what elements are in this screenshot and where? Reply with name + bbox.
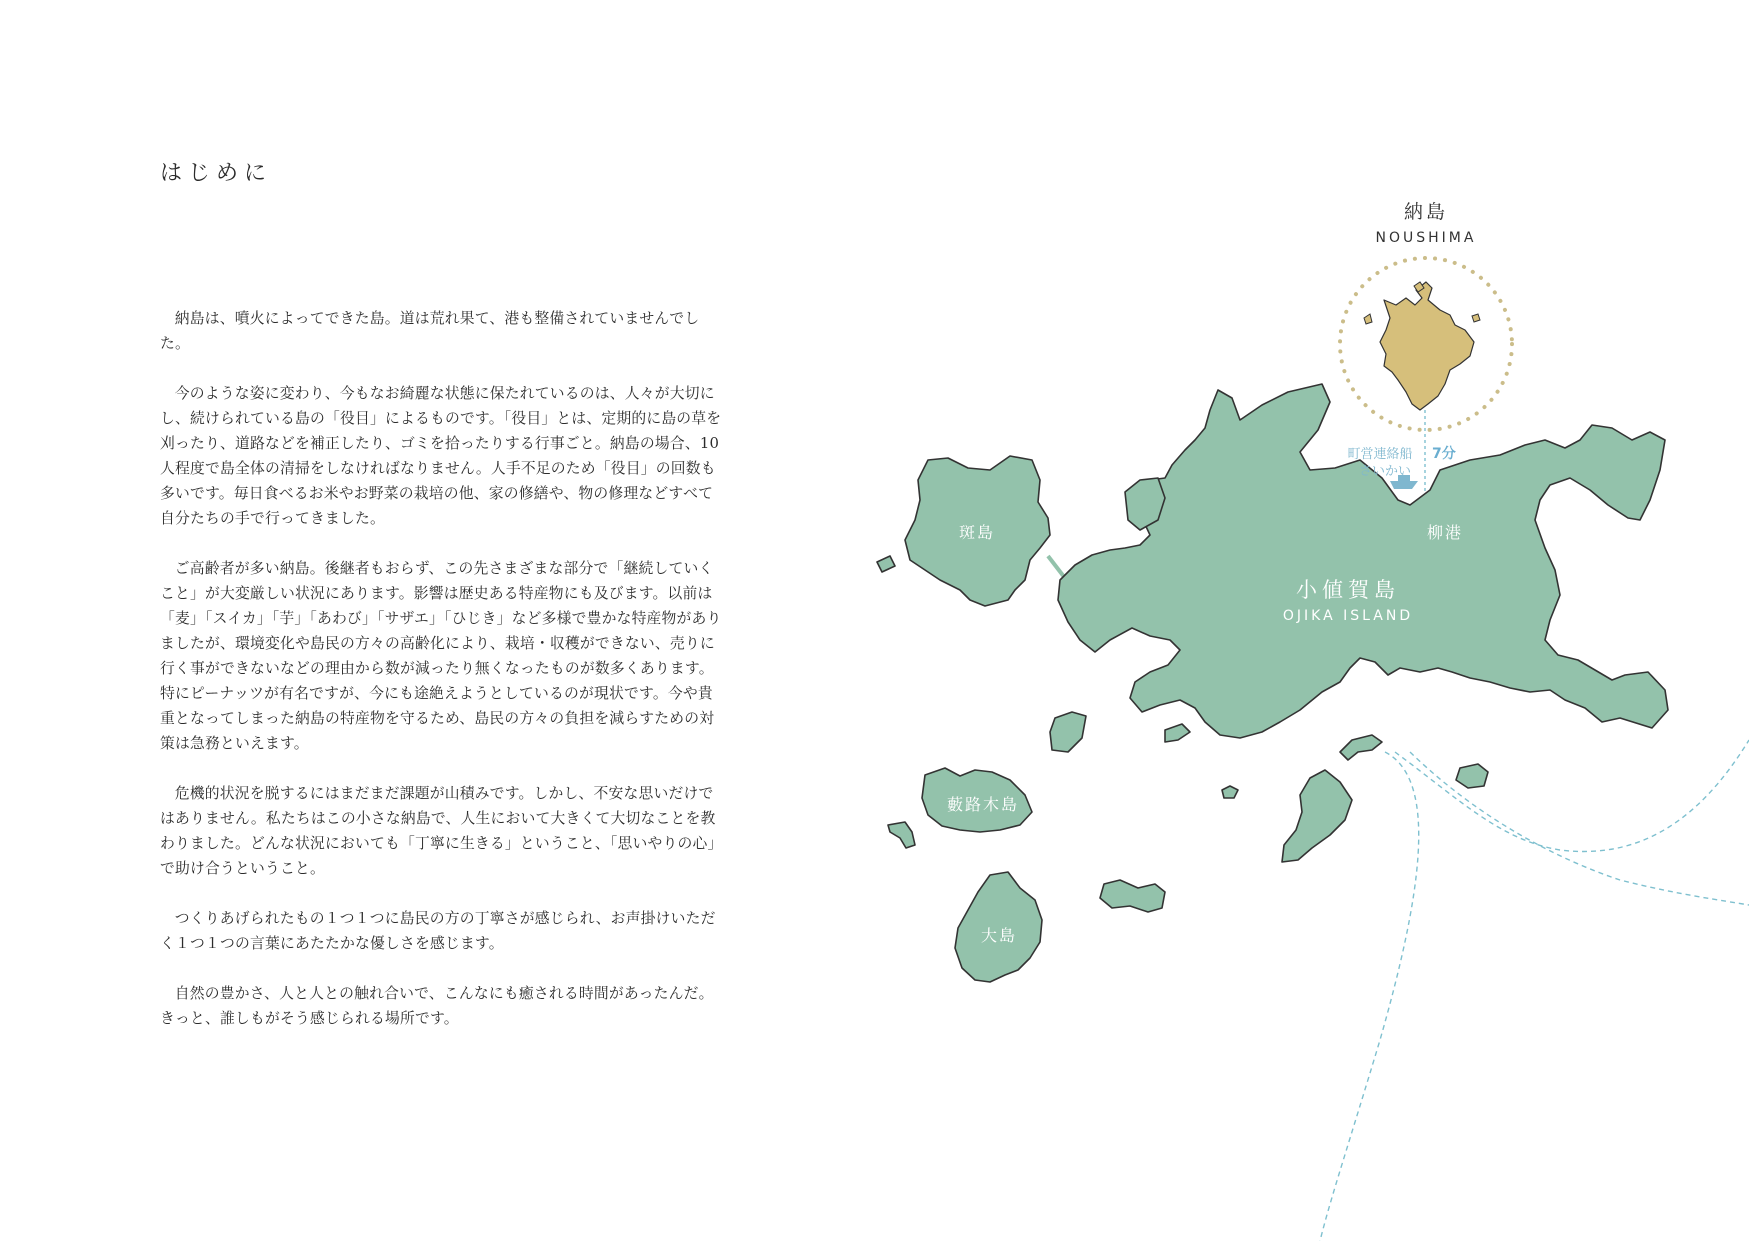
yabujiki-label: 藪路木島 <box>946 795 1020 814</box>
islet-d-shape <box>1100 880 1165 912</box>
page-heading: はじめに <box>160 161 273 186</box>
ojika-label: 小値賀島 <box>1296 578 1400 602</box>
port-label: 柳港 <box>1426 523 1464 542</box>
ojika-island-shape <box>1058 384 1668 738</box>
sea-route-east <box>1395 740 1749 852</box>
ojika-label-en: OJIKA ISLAND <box>1282 608 1414 624</box>
islet-f-shape <box>1456 764 1488 788</box>
noushima-islet-shape <box>1364 314 1372 324</box>
ferry-line-label: 町営連絡船 <box>1347 447 1413 462</box>
ferry-duration-label: 7分 <box>1432 446 1456 462</box>
harbor-breakwater-shape <box>1340 735 1382 760</box>
intro-paragraph: 自然の豊かさ、人と人との触れ合いで、こんなにも癒される時間があったんだ。きっと、誰しもがそう感じられる場所です。 <box>160 985 714 1027</box>
ojima-label: 大島 <box>980 926 1018 945</box>
noushima-island-shape <box>1380 282 1474 410</box>
ferry-name-label: さいかい <box>1358 464 1412 479</box>
intro-paragraph: ご高齢者が多い納島。後継者もおらず、この先さまざまな部分で「継続していくこと」が大変厳しい状況にあります。影響は歴史ある特産物にも及びます。以前は「麦」「スイカ」「芋」「あわび」「サザエ」「ひじき」など多様で豊かな特産物がありましたが、環境変化や島民の方々の高齢化により、栽培・収穫ができない、売りに行く事ができないなどの理由から数が減ったり無くなったものが数多くあります。特にピーナッツが有名ですが、今にも途絶えようとしているのが現状です。今や貴重となってしまった納島の特産物を守るため、島民の方々の負担を減らすための対策は急務といえます。 <box>160 560 722 752</box>
intro-paragraph: つくりあげられたもの１つ１つに島民の方の丁寧さが感じられ、お声掛けいただく１つ１つの言葉にあたたかな優しさを感じます。 <box>160 910 716 952</box>
intro-paragraph: 納島は、噴火によってできた島。道は荒れ果て、港も整備されていませんでした。 <box>160 310 700 352</box>
madara-islet-shape <box>877 556 895 572</box>
madara-label: 斑島 <box>958 523 996 542</box>
intro-paragraph: 今のような姿に変わり、今もなお綺麗な状態に保たれているのは、人々が大切にし、続けられている島の「役目」によるものです。「役目」とは、定期的に島の草を刈ったり、道路などを補正したり、ゴミを拾ったりする行事ごと。納島の場合、10人程度で島全体の清掃をしなければなりません。人手不足のため「役目」の回数も多いです。毎日食べるお米やお野菜の栽培の他、家の修繕や、物の修理などすべて自分たちの手で行ってきました。 <box>160 385 722 527</box>
noushima-islet-shape <box>1472 314 1480 322</box>
islet-a-shape <box>1050 712 1086 752</box>
islet-c-shape <box>888 822 915 848</box>
islet-b-shape <box>1165 724 1190 742</box>
sea-routes <box>1320 740 1749 1241</box>
noushima-label-en: NOUSHIMA <box>1375 230 1477 246</box>
noushima-label: 納島 <box>1403 201 1449 223</box>
harbor-peninsula-shape <box>1282 770 1352 862</box>
islet-e-shape <box>1222 786 1238 798</box>
intro-paragraph: 危機的状況を脱するにはまだまだ課題が山積みです。しかし、不安な思いだけではありません。私たちはこの小さな納島で、人生において大きくて大切なことを教わりました。どんな状況においても「丁寧に生きる」ということ、「思いやりの心」で助け合うということ。 <box>160 785 723 877</box>
